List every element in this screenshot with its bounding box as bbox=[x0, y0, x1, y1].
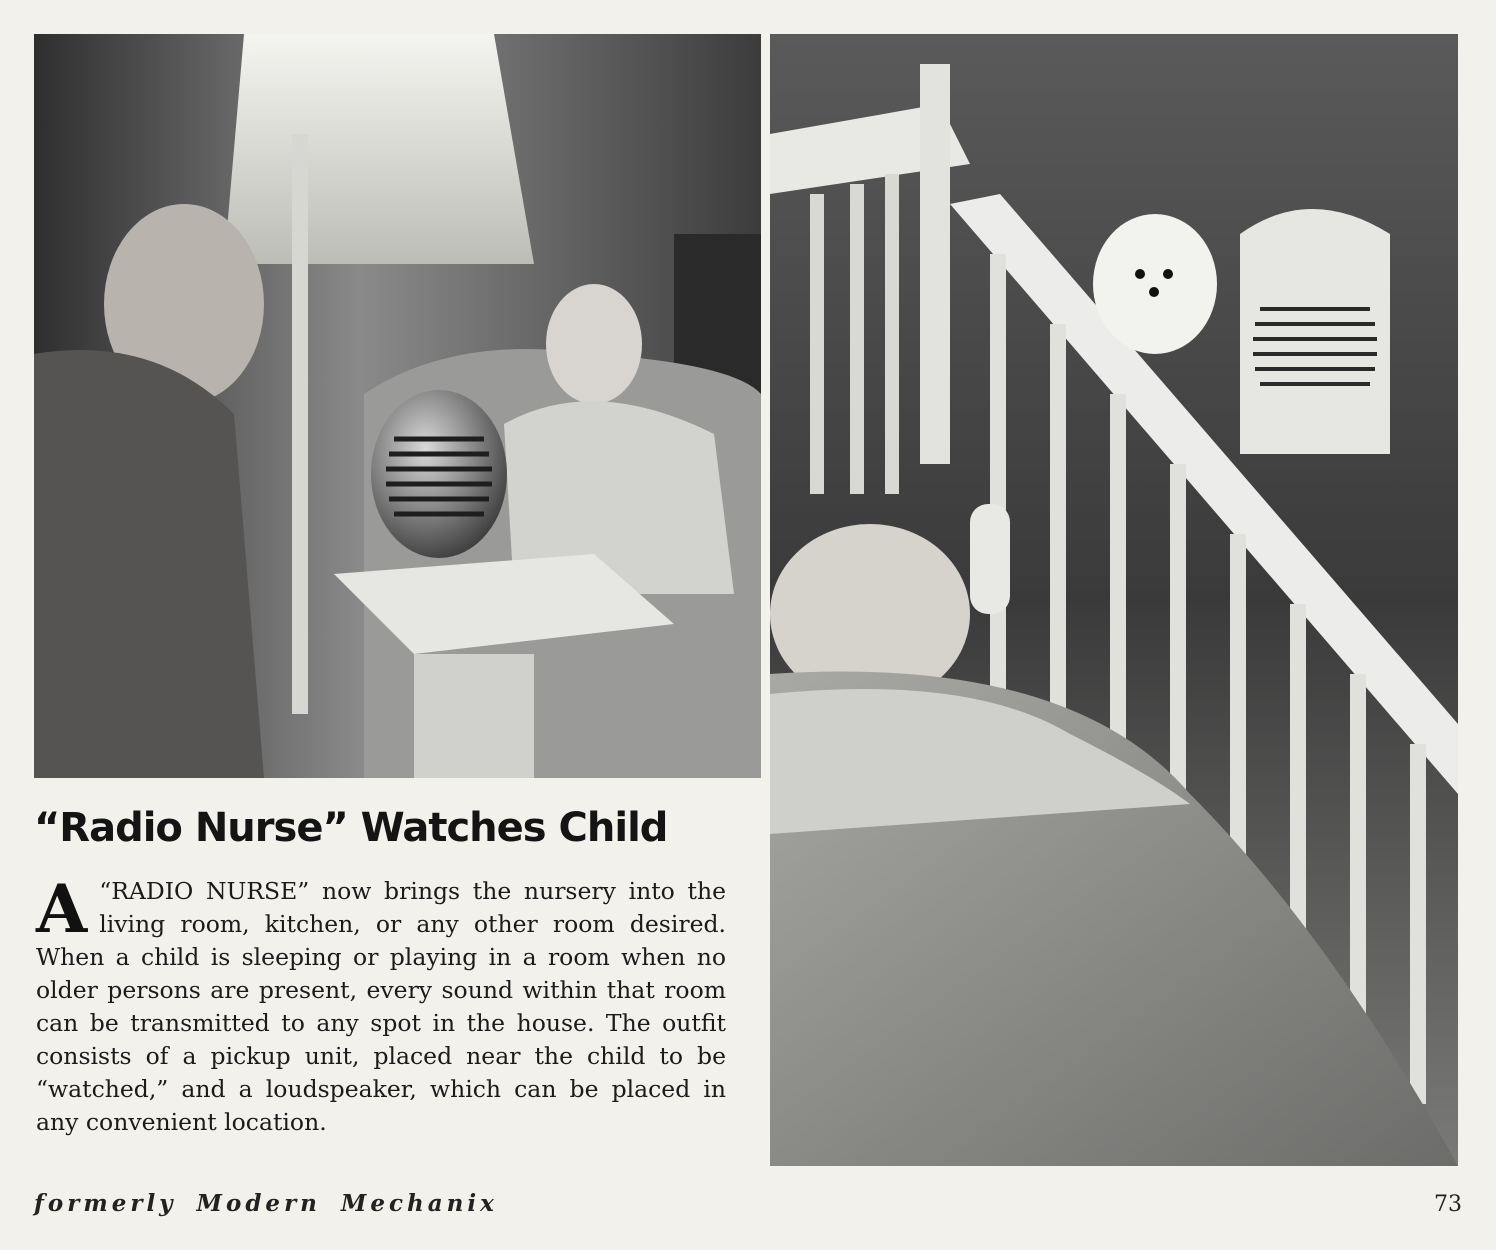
page-number: 73 bbox=[1434, 1192, 1462, 1217]
baby-bottle bbox=[970, 504, 1010, 614]
publication-footer: formerly Modern Mechanix bbox=[34, 1190, 498, 1217]
pickup-unit bbox=[1240, 209, 1390, 454]
article-body bbox=[36, 870, 726, 1175]
stuffed-toy bbox=[1093, 214, 1217, 354]
article-text: “RADIO NURSE” now brings the nursery into the living room, kitchen, or any other room desired. When a child is sleeping or playing in a room when no older persons are present, every sound within that room can be transmitted to any spot in the house. The outfit consists of a pickup unit, placed near the child to be “watched,” and a loudspeaker, which can be placed in any convenient location. bbox=[36, 877, 726, 1136]
nursery-photo bbox=[770, 34, 1458, 1166]
nursery-illustration bbox=[770, 34, 1458, 1166]
article-headline: “Radio Nurse” Watches Child bbox=[34, 805, 668, 851]
living-room-photo bbox=[34, 34, 761, 778]
loudspeaker-unit bbox=[371, 390, 507, 558]
crib-spindles bbox=[810, 174, 899, 494]
woman-figure bbox=[546, 284, 642, 404]
living-room-illustration bbox=[34, 34, 761, 778]
lamp-shade bbox=[224, 34, 534, 264]
lamp-pole bbox=[292, 134, 308, 714]
drop-cap: A bbox=[36, 870, 88, 948]
